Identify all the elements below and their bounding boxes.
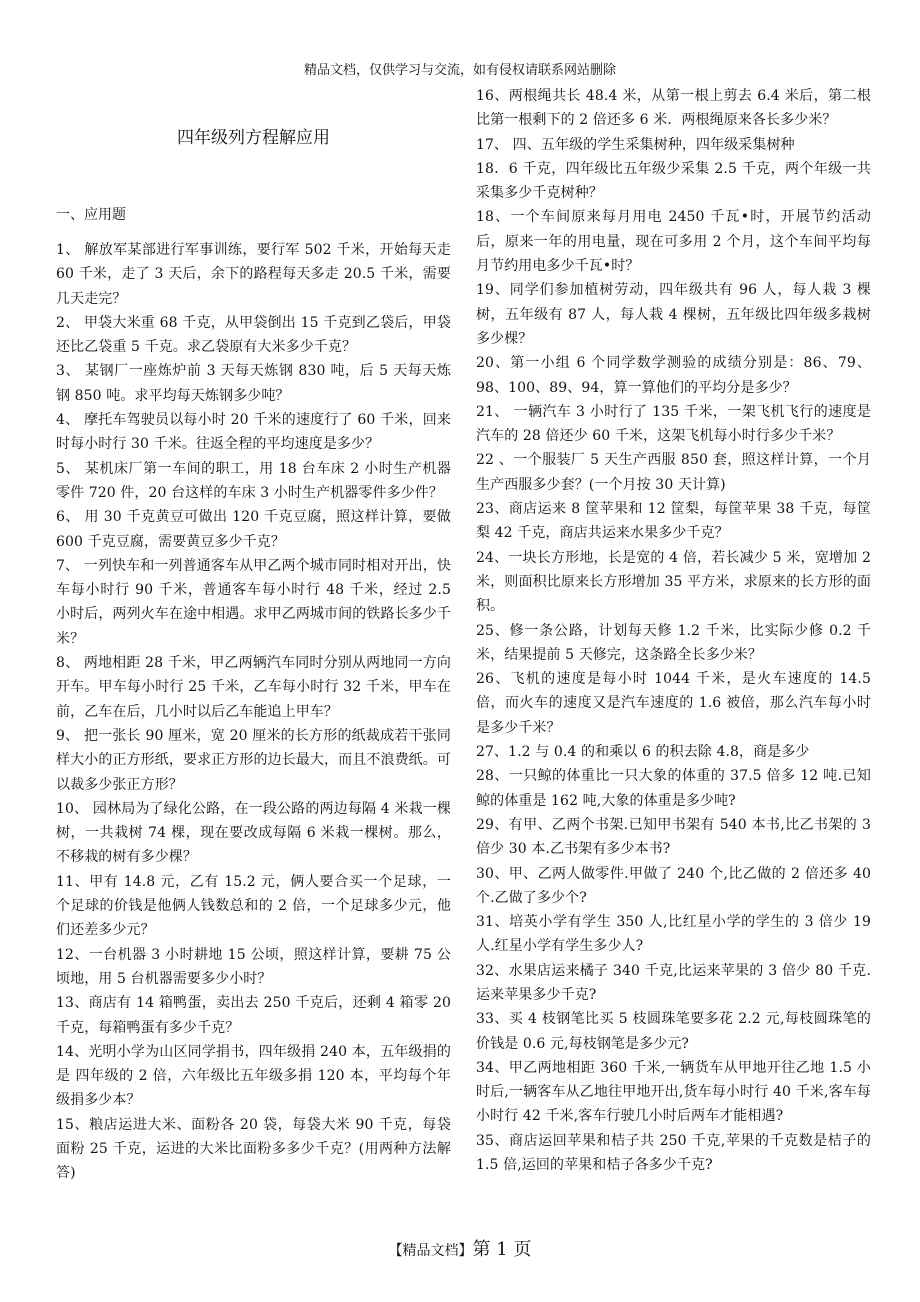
problem-item: 33、买 4 枝钢笔比买 5 枝圆珠笔要多花 2.2 元,每枝圆珠笔的价钱是 0.6 元,每枝钢笔是多少元? <box>476 1011 871 1052</box>
problem-item: 32、水果店运来橘子 340 千克,比运来苹果的 3 倍少 80 千克.运来苹果多少千克? <box>476 962 871 1003</box>
problem-item: 13、商店有 14 箱鸭蛋，卖出去 250 千克后，还剩 4 箱零 20 千克，每箱鸭蛋有多少千克？ <box>56 995 451 1036</box>
page-footer <box>0 1238 920 1263</box>
problem-item: 28、一只鲸的体重比一只大象的体重的 37.5 倍多 12 吨.已知鲸的体重是 162 吨,大象的体重是多少吨? <box>476 768 871 809</box>
section-heading: 一、应用题 <box>56 207 126 223</box>
problem-item: 17、 四、五年级的学生采集树种，四年级采集树种 <box>476 136 795 153</box>
page-header-notice: 精品文档，仅供学习与交流，如有侵权请联系网站删除 <box>303 63 616 78</box>
problem-item: 34、甲乙两地相距 360 千米,一辆货车从甲地开往乙地 1.5 小时后,一辆客车从乙地往甲地开出,货车每小时行 40 千米,客车每小时行 42 千米,客车行驶几小时后两车才能相遇? <box>476 1059 871 1125</box>
problem-item: 15、粮店运进大米、面粉各 20 袋，每袋大米 90 千克，每袋面粉 25 千克，运进的大米比面粉多多少千克？(用两种方法解答) <box>56 1116 451 1182</box>
problem-item: 27、1.2 与 0.4 的和乘以 6 的积去除 4.8，商是多少 <box>476 744 810 761</box>
problem-item: 35、商店运回苹果和桔子共 250 千克,苹果的千克数是桔子的 1.5 倍,运回的苹果和桔子各多少千克? <box>476 1132 871 1174</box>
problem-item: 16、两根绳共长 48.4 米，从第一根上剪去 6.4 米后，第二根比第一根剩下的 2 倍还多 6 米．两根绳原来各长多少米？ <box>476 88 871 129</box>
problem-item: 2、 甲袋大米重 68 千克，从甲袋倒出 15 千克到乙袋后，甲袋还比乙袋重 5 千克。求乙袋原有大米多少千克？ <box>56 314 451 356</box>
problem-item: 20、第一小组 6 个同学数学测验的成绩分别是：86、79、98、100、89、94，算一算他们的平均分是多少？ <box>476 355 871 396</box>
problem-item: 18、一个车间原来每月用电 2450 千瓦•时，开展节约活动后，原来一年的用电量，现在可多用 2 个月，这个车间平均每月节约用电多少千瓦•时？ <box>476 209 871 275</box>
problem-item: 8、 两地相距 28 千米，甲乙两辆汽车同时分别从两地同一方向开车。甲车每小时行 25 千米，乙车每小时行 32 千米，甲车在前，乙车在后，几小时以后乙车能追上甲车？ <box>56 655 451 720</box>
right-column <box>476 84 871 1177</box>
problem-item: 6、 用 30 千克黄豆可做出 120 千克豆腐，照这样计算，要做 600 千克豆腐，需要黄豆多少千克？ <box>56 509 451 550</box>
problem-item: 5、 某机床厂第一车间的职工，用 18 台车床 2 小时生产机器零件 720 件，20 台这样的车床 3 小时生产机器零件多少件？ <box>56 460 451 501</box>
problem-item: 29、有甲、乙两个书架.已知甲书架有 540 本书,比乙书架的 3 倍少 30 本.乙书架有多少本书? <box>476 816 871 858</box>
left-column <box>56 238 451 1186</box>
problem-item: 10、 园林局为了绿化公路，在一段公路的两边每隔 4 米栽一棵树，一共栽树 74 棵，现在要改成每隔 6 米栽一棵树。那么，不移栽的树有多少棵？ <box>56 800 451 866</box>
problem-item: 31、培英小学有学生 350 人,比红星小学的学生的 3 倍少 19 人.红星小学有学生多少人? <box>476 914 871 955</box>
problem-item: 26、飞机的速度是每小时 1044 千米，是火车速度的 14.5 倍，而火车的速度又是汽车速度的 1.6 被倍，那么汽车每小时是多少千米？ <box>476 671 871 736</box>
problem-item: 12、一台机器 3 小时耕地 15 公顷，照这样计算，要耕 75 公顷地，用 5 台机器需要多少小时？ <box>56 946 451 987</box>
page-title: 四年级列方程解应用 <box>177 128 330 148</box>
problem-item: 22 、一个服装厂 5 天生产西服 850 套，照这样计算，一个月生产西服多少套？(一个月按 30 天计算) <box>476 452 871 493</box>
problem-item: 11、甲有 14.8 元，乙有 15.2 元，俩人要合买一个足球，一个足球的价钱是他俩人钱数总和的 2 倍，一个足球多少元，他们还差多少元？ <box>56 873 451 939</box>
problem-item: 23、商店运来 8 筐苹果和 12 筐梨，每筐苹果 38 千克，每筐梨 42 千克，商店共运来水果多少千克？ <box>476 501 871 542</box>
problem-item: 14、光明小学为山区同学捐书，四年级捐 240 本，五年级捐的是 四年级的 2 倍，六年级比五年级多捐 120 本，平均每个年级捐多少本？ <box>56 1043 451 1109</box>
problem-item: 3、 某钢厂一座炼炉前 3 天每天炼钢 830 吨，后 5 天每天炼钢 850 吨。求平均每天炼钢多少吨？ <box>56 363 451 404</box>
problem-item: 9、 把一张长 90 厘米，宽 20 厘米的长方形的纸裁成若干张同样大小的正方形纸，要求正方形的边长最大，而且不浪费纸。可以裁多少张正方形？ <box>56 727 451 793</box>
problem-item: 19、同学们参加植树劳动，四年级共有 96 人，每人栽 3 棵树，五年级有 87 人，每人栽 4 棵树，五年级比四年级多栽树多少棵？ <box>476 282 871 347</box>
problem-item: 1、 解放军某部进行军事训练，要行军 502 千米，开始每天走 60 千米，走了 3 天后，余下的路程每天多走 20.5 千米，需要几天走完？ <box>56 242 451 307</box>
footer-tag: 【精品文档】 <box>388 1243 473 1259</box>
page-number: 第 1 页 <box>472 1239 532 1260</box>
problem-item: 30、甲、乙两人做零件.甲做了 240 个,比乙做的 2 倍还多 40 个.乙做了多少个? <box>476 865 871 906</box>
problem-item: 21、 一辆汽车 3 小时行了 135 千米，一架飞机飞行的速度是汽车的 28 倍还少 60 千米，这架飞机每小时行多少千米？ <box>476 403 871 445</box>
problem-item: 7、 一列快车和一列普通客车从甲乙两个城市同时相对开出，快车每小时行 90 千米，普通客车每小时行 48 千米，经过 2.5 小时后，两列火车在途中相遇。求甲乙两城市间的铁路长多少千米？ <box>56 557 451 647</box>
problem-item: 18．6 千克，四年级比五年级少采集 2.5 千克，两个年级一共采集多少千克树种？ <box>476 160 871 202</box>
problem-item: 24、一块长方形地，长是宽的 4 倍，若长减少 5 米，宽增加 2 米，则面积比原来长方形增加 35 平方米，求原来的长方形的面积。 <box>476 549 871 615</box>
problem-item: 25、修一条公路，计划每天修 1.2 千米，比实际少修 0.2 千米，结果提前 5 天修完，这条路全长多少米？ <box>476 622 871 663</box>
problem-item: 4、 摩托车驾驶员以每小时 20 千米的速度行了 60 千米，回来时每小时行 30 千米。往返全程的平均速度是多少？ <box>56 412 451 453</box>
